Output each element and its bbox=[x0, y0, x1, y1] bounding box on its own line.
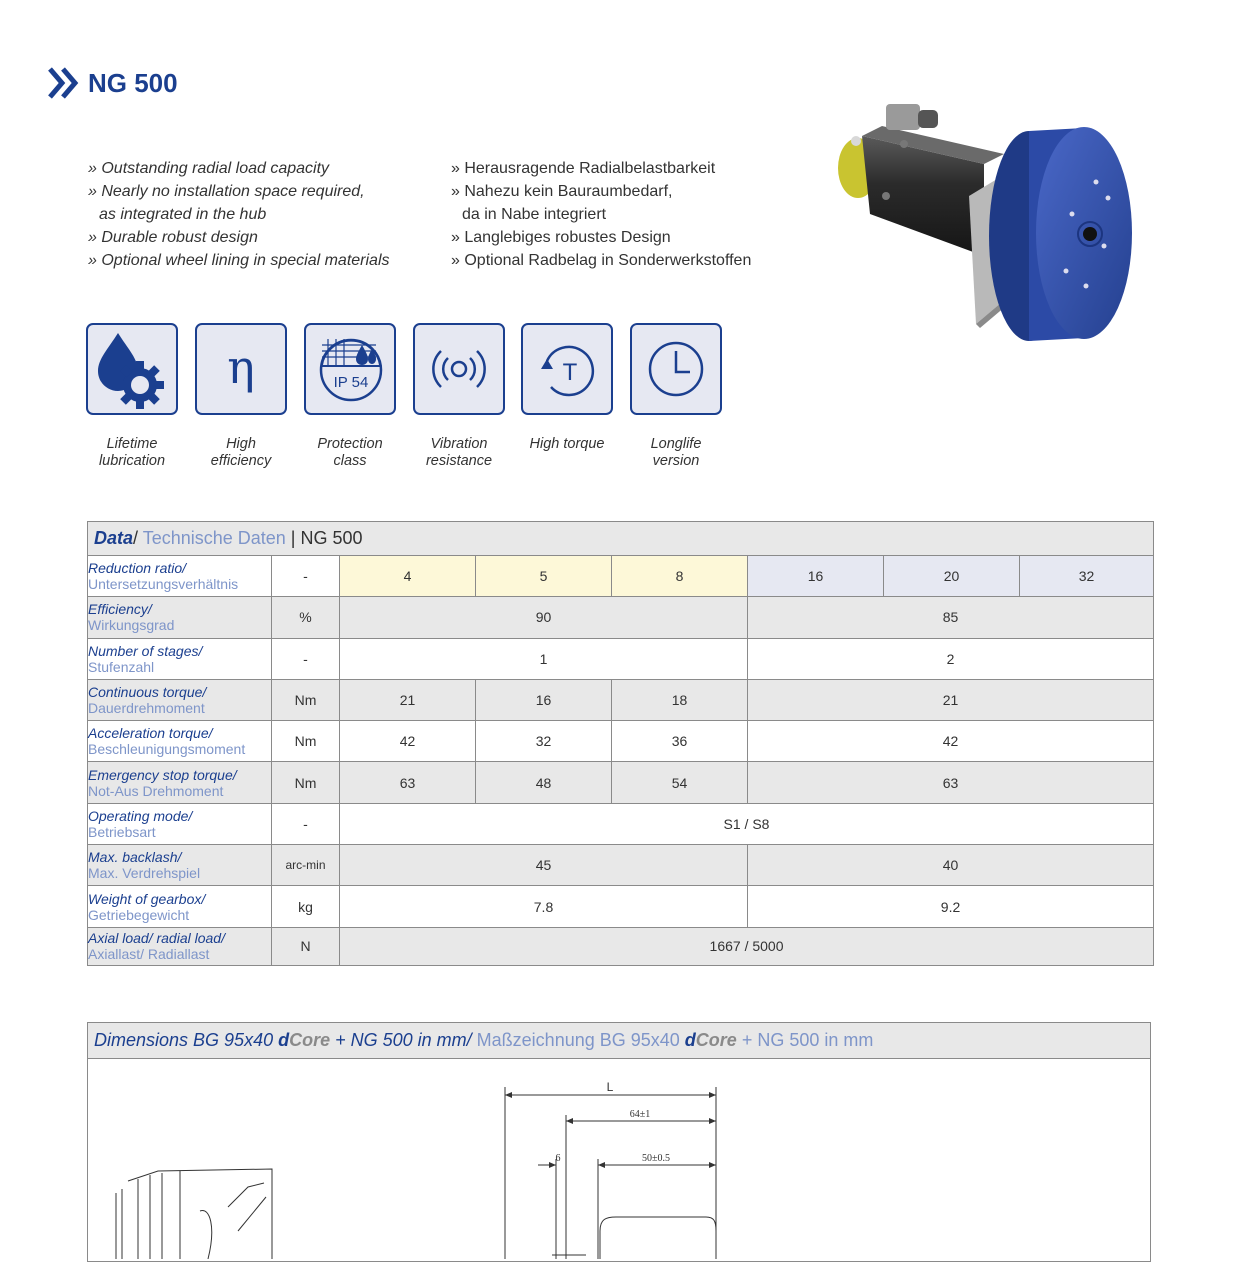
row-unit: N bbox=[272, 927, 340, 965]
row-unit: % bbox=[272, 597, 340, 638]
table-cell: 21 bbox=[748, 679, 1154, 720]
table-row bbox=[88, 556, 1154, 597]
feature-item: as integrated in the hub bbox=[99, 206, 267, 223]
vibration-icon bbox=[415, 325, 503, 413]
row-unit: Nm bbox=[272, 679, 340, 720]
table-row bbox=[88, 845, 1154, 886]
table-cell: 45 bbox=[340, 845, 748, 886]
row-label: Continuous torque/ Dauerdrehmoment bbox=[88, 679, 272, 720]
svg-text:η: η bbox=[227, 340, 255, 394]
feature-item: » Nearly no installation space required, bbox=[88, 183, 365, 200]
table-cell: 20 bbox=[884, 556, 1020, 597]
table-cell: 8 bbox=[612, 556, 748, 597]
svg-text:6: 6 bbox=[555, 1153, 561, 1164]
table-cell: 5 bbox=[476, 556, 612, 597]
lifetime-lubrication-box bbox=[86, 323, 178, 415]
dimensions-section bbox=[87, 1022, 1151, 1262]
feature-item: » Optional wheel lining in special materials bbox=[88, 252, 390, 269]
row-label: Number of stages/ Stufenzahl bbox=[88, 638, 272, 679]
table-row bbox=[88, 927, 1154, 965]
row-unit: Nm bbox=[272, 762, 340, 803]
table-cell: 32 bbox=[1020, 556, 1154, 597]
row-unit: - bbox=[272, 638, 340, 679]
table-cell: 7.8 bbox=[340, 886, 748, 927]
table-row bbox=[88, 721, 1154, 762]
table-row bbox=[88, 762, 1154, 803]
dimension-drawing bbox=[88, 1059, 1150, 1259]
table-title: Data/ Technische Daten | NG 500 bbox=[88, 522, 1154, 556]
icon-label: High torque bbox=[529, 436, 605, 452]
feature-item: » Nahezu kein Bauraumbedarf, bbox=[451, 183, 673, 200]
icon-label: Longlife version bbox=[650, 436, 702, 469]
row-unit: arc-min bbox=[272, 845, 340, 886]
row-unit: kg bbox=[272, 886, 340, 927]
longlife-version-box bbox=[630, 323, 722, 415]
table-cell: 85 bbox=[748, 597, 1154, 638]
page-header bbox=[48, 66, 178, 100]
table-cell: 42 bbox=[748, 721, 1154, 762]
technical-data-table bbox=[87, 521, 1154, 966]
table-cell: 2 bbox=[748, 638, 1154, 679]
table-cell: 1667 / 5000 bbox=[340, 927, 1154, 965]
icon-label: High efficiency bbox=[210, 436, 272, 469]
gearmotor-wheel-image bbox=[834, 96, 1144, 346]
icon-label: Vibration resistance bbox=[425, 436, 493, 469]
high-torque-box bbox=[521, 323, 613, 415]
svg-text:L: L bbox=[606, 1080, 614, 1094]
table-cell: 18 bbox=[612, 679, 748, 720]
row-label: Emergency stop torque/ Not-Aus Drehmoment bbox=[88, 762, 272, 803]
table-row bbox=[88, 886, 1154, 927]
lifetime-lubrication-icon bbox=[88, 325, 176, 413]
row-unit: - bbox=[272, 803, 340, 844]
double-chevron-icon bbox=[48, 66, 80, 100]
svg-text:T: T bbox=[562, 359, 578, 386]
feature-item: » Langlebiges robustes Design bbox=[451, 229, 671, 246]
features-english bbox=[88, 157, 390, 272]
feature-item: da in Nabe integriert bbox=[462, 206, 607, 223]
table-row bbox=[88, 638, 1154, 679]
feature-item: » Optional Radbelag in Sonderwerkstoffen bbox=[451, 252, 752, 269]
table-header-row bbox=[88, 522, 1154, 556]
row-label: Reduction ratio/ Untersetzungsverhältnis bbox=[88, 556, 272, 597]
table-cell: 1 bbox=[340, 638, 748, 679]
table-row bbox=[88, 597, 1154, 638]
table-cell: 16 bbox=[476, 679, 612, 720]
row-unit: - bbox=[272, 556, 340, 597]
page-title: NG 500 bbox=[88, 67, 178, 98]
table-cell: 16 bbox=[748, 556, 884, 597]
table-cell: 42 bbox=[340, 721, 476, 762]
table-cell: 48 bbox=[476, 762, 612, 803]
row-label: Efficiency/ Wirkungsgrad bbox=[88, 597, 272, 638]
row-unit: Nm bbox=[272, 721, 340, 762]
table-cell: 21 bbox=[340, 679, 476, 720]
icon-label: Protection class bbox=[317, 436, 383, 469]
feature-item: » Outstanding radial load capacity bbox=[88, 160, 330, 177]
svg-text:64±1: 64±1 bbox=[629, 1109, 651, 1120]
efficiency-eta-icon bbox=[197, 325, 285, 413]
torque-icon bbox=[523, 325, 611, 413]
feature-item: » Durable robust design bbox=[88, 229, 258, 246]
features-german bbox=[451, 157, 751, 272]
svg-text:IP 54: IP 54 bbox=[333, 374, 369, 391]
table-cell: 36 bbox=[612, 721, 748, 762]
table-cell: 63 bbox=[748, 762, 1154, 803]
table-cell: 9.2 bbox=[748, 886, 1154, 927]
vibration-resistance-box bbox=[413, 323, 505, 415]
table-cell: 32 bbox=[476, 721, 612, 762]
table-cell: S1 / S8 bbox=[340, 803, 1154, 844]
feature-item: » Herausragende Radialbelastbarkeit bbox=[451, 160, 716, 177]
row-label: Max. backlash/ Max. Verdrehspiel bbox=[88, 845, 272, 886]
table-row bbox=[88, 803, 1154, 844]
dimensions-title: Dimensions BG 95x40 dCore + NG 500 in mm/ Maßzeichnung BG 95x40 dCore + NG 500 in mm bbox=[88, 1023, 1150, 1059]
clock-icon bbox=[632, 325, 720, 413]
ip54-protection-icon bbox=[306, 325, 394, 413]
efficiency-box bbox=[195, 323, 287, 415]
row-label: Acceleration torque/ Beschleunigungsmoment bbox=[88, 721, 272, 762]
table-row bbox=[88, 679, 1154, 720]
row-label: Operating mode/ Betriebsart bbox=[88, 803, 272, 844]
row-label: Weight of gearbox/ Getriebegewicht bbox=[88, 886, 272, 927]
table-cell: 63 bbox=[340, 762, 476, 803]
protection-class-box bbox=[304, 323, 396, 415]
table-cell: 90 bbox=[340, 597, 748, 638]
svg-text:50±0.5: 50±0.5 bbox=[642, 1153, 670, 1164]
table-cell: 4 bbox=[340, 556, 476, 597]
table-cell: 40 bbox=[748, 845, 1154, 886]
icon-label: Lifetime lubrication bbox=[98, 436, 166, 469]
table-cell: 54 bbox=[612, 762, 748, 803]
row-label: Axial load/ radial load/ Axiallast/ Radiallast bbox=[88, 927, 272, 965]
